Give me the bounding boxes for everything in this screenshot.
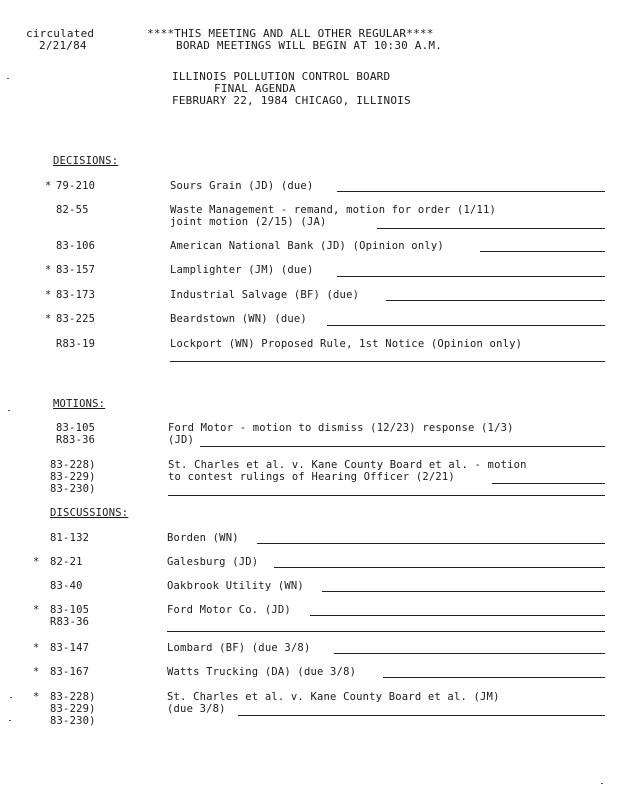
meeting-notice-line1: ****THIS MEETING AND ALL OTHER REGULAR**** xyxy=(147,27,434,40)
case-description: Lockport (WN) Proposed Rule, 1st Notice (Opinion only) xyxy=(170,338,523,350)
case-description: Sours Grain (JD) (due) xyxy=(170,180,314,192)
vote-line xyxy=(168,495,605,496)
case-number: 83-106 xyxy=(56,240,96,252)
agenda-title: FINAL AGENDA xyxy=(214,82,296,95)
scan-speck xyxy=(10,697,12,698)
case-description-cont: (JD) xyxy=(168,434,195,446)
case-description: St. Charles et al. v. Kane County Board et al. - motion xyxy=(168,459,527,471)
case-number: 83-228) xyxy=(50,691,96,703)
case-number: 83-173 xyxy=(56,289,96,301)
case-description: Oakbrook Utility (WN) xyxy=(167,580,304,592)
case-number-secondary: R83-36 xyxy=(56,434,96,446)
case-description: Watts Trucking (DA) (due 3/8) xyxy=(167,666,357,678)
meeting-notice-line2: BORAD MEETINGS WILL BEGIN AT 10:30 A.M. xyxy=(176,39,443,52)
discussions-heading: DISCUSSIONS: xyxy=(50,507,129,519)
priority-mark: * xyxy=(33,556,40,568)
vote-line xyxy=(200,446,605,447)
priority-mark: * xyxy=(33,604,40,616)
decisions-heading: DECISIONS: xyxy=(53,155,119,167)
case-description: Lamplighter (JM) (due) xyxy=(170,264,314,276)
case-description: Lombard (BF) (due 3/8) xyxy=(167,642,311,654)
case-description: Ford Motor Co. (JD) xyxy=(167,604,291,616)
case-number: 83-167 xyxy=(50,666,90,678)
priority-mark: * xyxy=(45,264,52,276)
case-description-cont: (due 3/8) xyxy=(167,703,226,715)
vote-line xyxy=(167,631,605,632)
case-number: 83-105 xyxy=(50,604,90,616)
scan-speck xyxy=(9,720,11,721)
case-description: Galesburg (JD) xyxy=(167,556,259,568)
vote-line xyxy=(383,677,605,678)
vote-line xyxy=(492,483,605,484)
vote-line xyxy=(310,615,605,616)
scan-speck xyxy=(8,410,10,411)
vote-line xyxy=(327,325,605,326)
date-place: FEBRUARY 22, 1984 CHICAGO, ILLINOIS xyxy=(172,94,411,107)
case-description: Waste Management - remand, motion for order (1/11) xyxy=(170,204,497,216)
case-number-tertiary: 83-230) xyxy=(50,715,96,727)
case-description: St. Charles et al. v. Kane County Board et al. (JM) xyxy=(167,691,500,703)
case-number-secondary: 83-229) xyxy=(50,703,96,715)
vote-line xyxy=(238,715,605,716)
vote-line xyxy=(257,543,605,544)
vote-line xyxy=(386,300,605,301)
case-number: 82-21 xyxy=(50,556,83,568)
case-number: 83-147 xyxy=(50,642,90,654)
case-number: 82-55 xyxy=(56,204,89,216)
case-number: 83-40 xyxy=(50,580,83,592)
case-number: 83-105 xyxy=(56,422,96,434)
case-number-secondary: 83-229) xyxy=(50,471,96,483)
case-description: Industrial Salvage (BF) (due) xyxy=(170,289,360,301)
case-number-secondary: R83-36 xyxy=(50,616,90,628)
case-description: Beardstown (WN) (due) xyxy=(170,313,307,325)
circulated-label: circulated xyxy=(26,27,95,40)
case-description-cont: to contest rulings of Hearing Officer (2/21) xyxy=(168,471,455,483)
vote-line xyxy=(170,361,605,362)
case-number: 83-228) xyxy=(50,459,96,471)
case-description: Borden (WN) xyxy=(167,532,239,544)
case-number: 79-210 xyxy=(56,180,96,192)
case-description: American National Bank (JD) (Opinion only) xyxy=(170,240,444,252)
priority-mark: * xyxy=(45,289,52,301)
priority-mark: * xyxy=(45,313,52,325)
case-description: Ford Motor - motion to dismiss (12/23) response (1/3) xyxy=(168,422,514,434)
case-number: R83-19 xyxy=(56,338,96,350)
vote-line xyxy=(322,591,605,592)
case-number: 81-132 xyxy=(50,532,90,544)
motions-heading: MOTIONS: xyxy=(53,398,106,410)
circulated-date: 2/21/84 xyxy=(39,39,87,52)
priority-mark: * xyxy=(33,666,40,678)
scan-speck xyxy=(601,783,603,784)
vote-line xyxy=(337,276,605,277)
case-number: 83-225 xyxy=(56,313,96,325)
case-description-cont: joint motion (2/15) (JA) xyxy=(170,216,327,228)
board-title: ILLINOIS POLLUTION CONTROL BOARD xyxy=(172,70,391,83)
case-number-tertiary: 83-230) xyxy=(50,483,96,495)
vote-line xyxy=(334,653,605,654)
scan-speck xyxy=(7,78,9,79)
vote-line xyxy=(274,567,605,568)
priority-mark: * xyxy=(33,691,40,703)
vote-line xyxy=(337,191,605,192)
priority-mark: * xyxy=(33,642,40,654)
priority-mark: * xyxy=(45,180,52,192)
vote-line xyxy=(480,251,605,252)
vote-line xyxy=(377,228,605,229)
case-number: 83-157 xyxy=(56,264,96,276)
